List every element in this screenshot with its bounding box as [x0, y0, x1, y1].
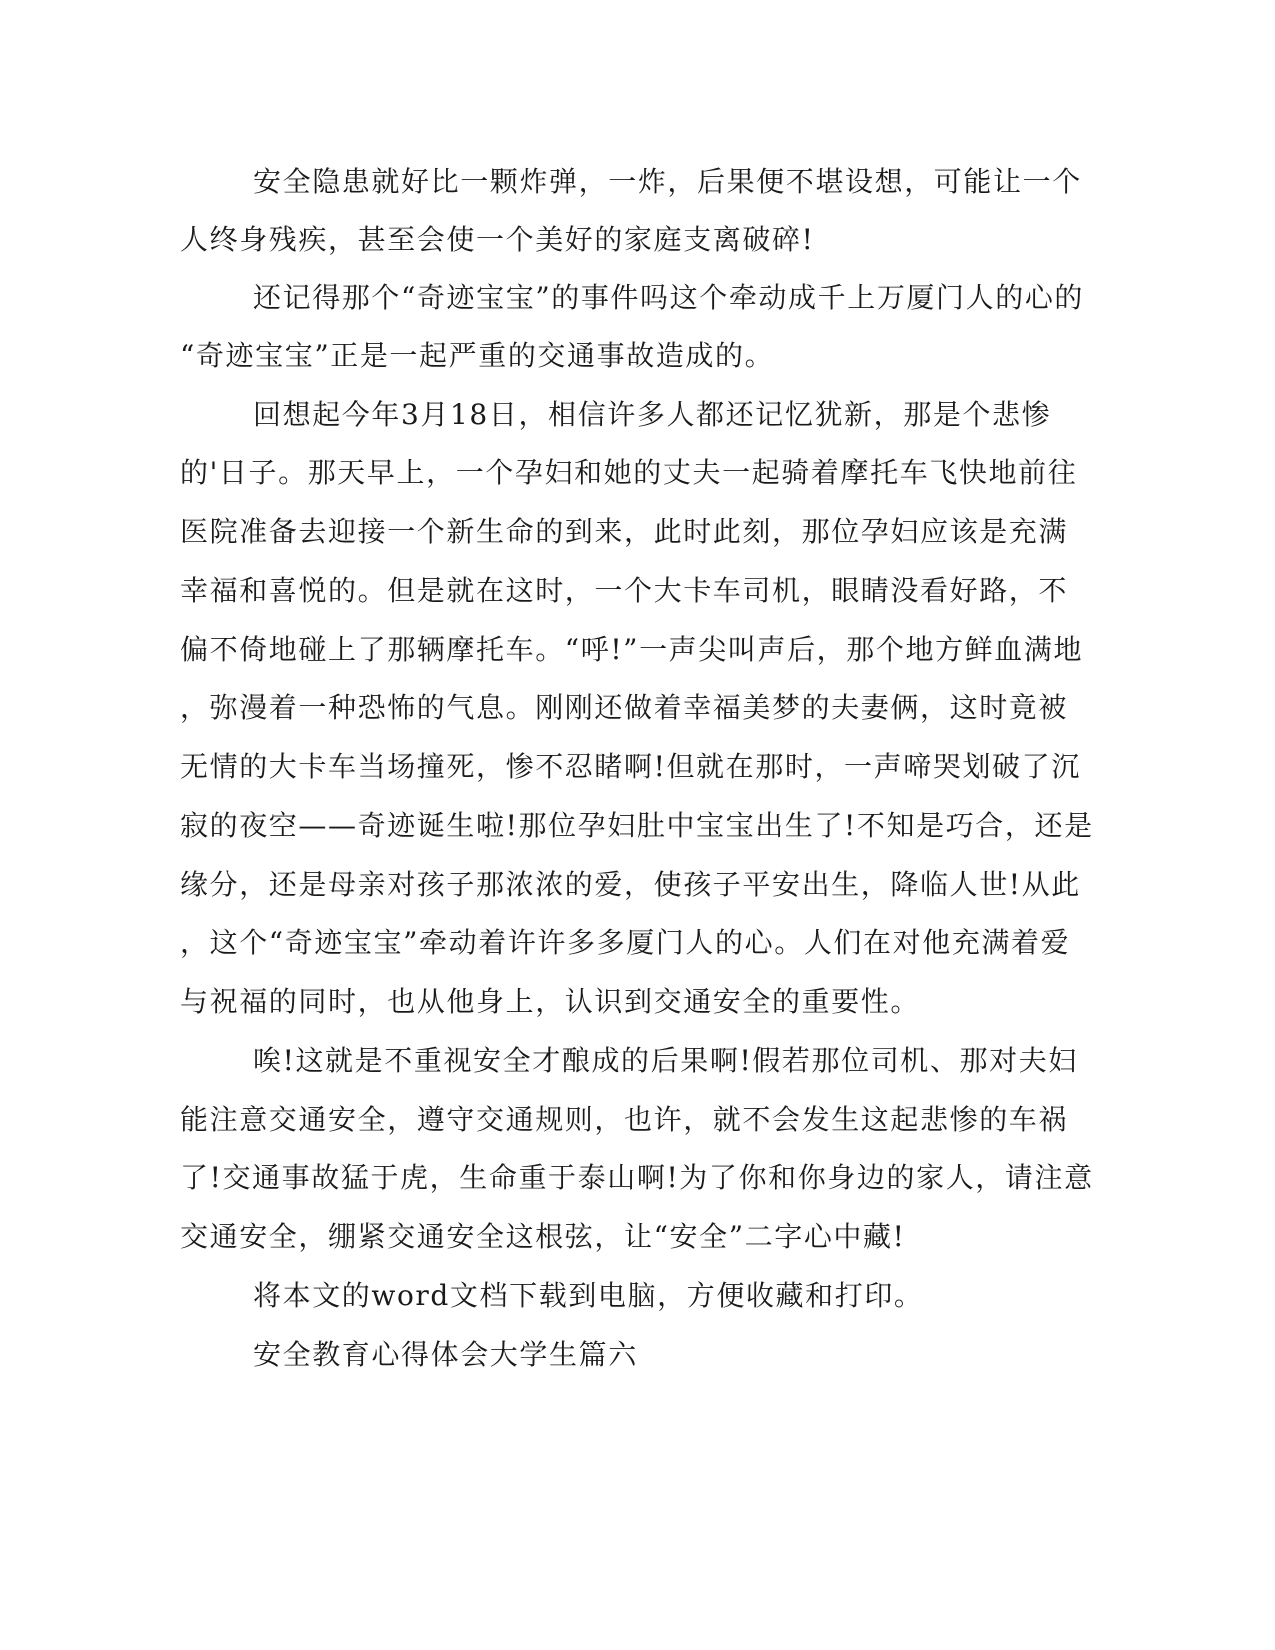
paragraph-3-line-8: 寂的夜空——奇迹诞生啦!那位孕妇肚中宝宝出生了!不知是巧合，还是	[180, 809, 1094, 842]
paragraph-4-line-1: 唉!这就是不重视安全才酿成的后果啊!假若那位司机、那对夫妇	[253, 1044, 1078, 1077]
paragraph-2-line-1: 还记得那个“奇迹宝宝”的事件吗这个牵动成千上万厦门人的心的	[253, 281, 1085, 314]
paragraph-3-line-7: 无情的大卡车当场撞死，惨不忍睹啊!但就在那时，一声啼哭划破了沉	[180, 750, 1081, 783]
paragraph-3-line-9: 缘分，还是母亲对孩子那浓浓的爱，使孩子平安出生，降临人世!从此	[180, 868, 1081, 901]
paragraph-4-line-2: 能注意交通安全，遵守交通规则，也许，就不会发生这起悲惨的车祸	[180, 1103, 1069, 1136]
paragraph-3-line-4: 幸福和喜悦的。但是就在这时，一个大卡车司机，眼睛没看好路，不	[180, 574, 1069, 607]
paragraph-4-line-3: 了!交通事故猛于虎，生命重于泰山啊!为了你和你身边的家人，请注意	[180, 1161, 1094, 1194]
paragraph-3-line-5: 偏不倚地碰上了那辆摩托车。“呼!”一声尖叫声后，那个地方鲜血满地	[180, 633, 1084, 666]
paragraph-3-line-1: 回想起今年3月18日，相信许多人都还记忆犹新，那是个悲惨	[253, 398, 1052, 431]
paragraph-3-line-6: ，弥漫着一种恐怖的气息。刚刚还做着幸福美梦的夫妻俩，这时竟被	[180, 691, 1069, 724]
paragraph-2-line-2: “奇迹宝宝”正是一起严重的交通事故造成的。	[180, 339, 775, 372]
paragraph-1-line-1: 安全隐患就好比一颗炸弹，一炸，后果便不堪设想，可能让一个	[253, 165, 1082, 198]
section-heading: 安全教育心得体会大学生篇六	[253, 1338, 638, 1371]
paragraph-3-line-10: ，这个“奇迹宝宝”牵动着许许多多厦门人的心。人们在对他充满着爱	[180, 926, 1071, 959]
paragraph-3-line-3: 医院准备去迎接一个新生命的到来，此时此刻，那位孕妇应该是充满	[180, 515, 1069, 548]
paragraph-1-line-2: 人终身残疾，甚至会使一个美好的家庭支离破碎!	[180, 223, 815, 256]
paragraph-3-line-2: 的'日子。那天早上，一个孕妇和她的丈夫一起骑着摩托车飞快地前往	[180, 456, 1078, 489]
paragraph-4-line-4: 交通安全，绷紧交通安全这根弦，让“安全”二字心中藏!	[180, 1220, 906, 1253]
download-note: 将本文的word文档下载到电脑，方便收藏和打印。	[253, 1279, 924, 1312]
paragraph-3-line-11: 与祝福的同时，也从他身上，认识到交通安全的重要性。	[180, 985, 921, 1018]
